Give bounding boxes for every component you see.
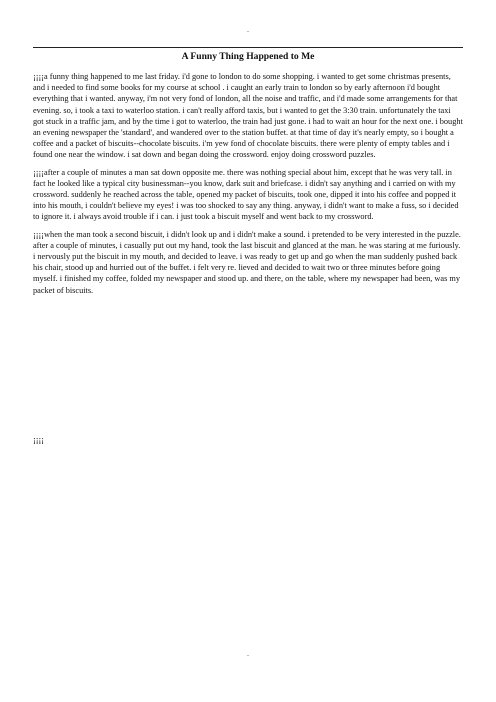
trailing-marks: ¡¡¡¡ — [33, 435, 45, 444]
title-rule — [33, 47, 463, 48]
paragraph-3: ¡¡¡¡when the man took a second biscuit, i didn't look up and i didn't make a sound. i pretended to be very interested in the puzzle. after a couple of minutes, i casually put out my hand, took the last biscuit and glanced at the man. he was staring at me furiously. i nervously put the biscuit in my mouth, and decided to leave. i was ready to get up and go when the man suddenly pushed back his chair, stood up and hurried out of the buffet. i felt very re. lieved and decided to wait two or three minutes before going myself. i finished my coffee, folded my newspaper and stood up. and there, on the table, where my newspaper had been, was my packet of biscuits. — [33, 229, 461, 295]
page-header-mark: - — [247, 29, 249, 35]
document-body — [33, 71, 463, 302]
paragraph-1: ¡¡¡¡a funny thing happened to me last friday. i'd gone to london to do some shopping. i wanted to get some christmas presents, and i needed to find some books for my course at school . i caught an early train to london so by early afternoon i'd bought everything that i wanted. anyway, i'm not very fond of london, all the noise and traffic, and i'd made some arrangements for that evening. so, i took a taxi to waterloo station. i can't really afford taxis, but i wanted to get the 3:30 train. unfortunately the taxi got stuck in a traffic jam, and by the time i got to waterloo, the train had just gone. i had to wait an hour for the next one. i bought an evening newspaper the 'standard', and wandered over to the station buffet. at that time of day it's nearly empty, so i bought a coffee and a packet of biscuits--chocolate biscuits. i'm yew fond of chocolate biscuits. there were plenty of empty tables and i found one near the window. i sat down and began doing the crossword. enjoy doing crossword puzzles. — [33, 72, 463, 160]
document-title: A Funny Thing Happened to Me — [181, 51, 315, 62]
paragraph-2: ¡¡¡¡after a couple of minutes a man sat down opposite me. there was nothing special about him, except that he was very tall. in fact he looked like a typical city businessman--you know, dark suit and briefcase. i didn't say anything and i carried on with my crossword. suddenly he reached across the table, opened my packet of biscuits, took one, dipped it into his coffee and popped it into his mouth, i couldn't believe my eyes! i was too shocked to say any thing. anyway, i didn't want to make a fuss, so i decided to ignore it. i always avoid trouble if i can. i just took a biscuit myself and went back to my crossword. — [33, 167, 459, 222]
page-footer-mark: - — [247, 653, 249, 659]
